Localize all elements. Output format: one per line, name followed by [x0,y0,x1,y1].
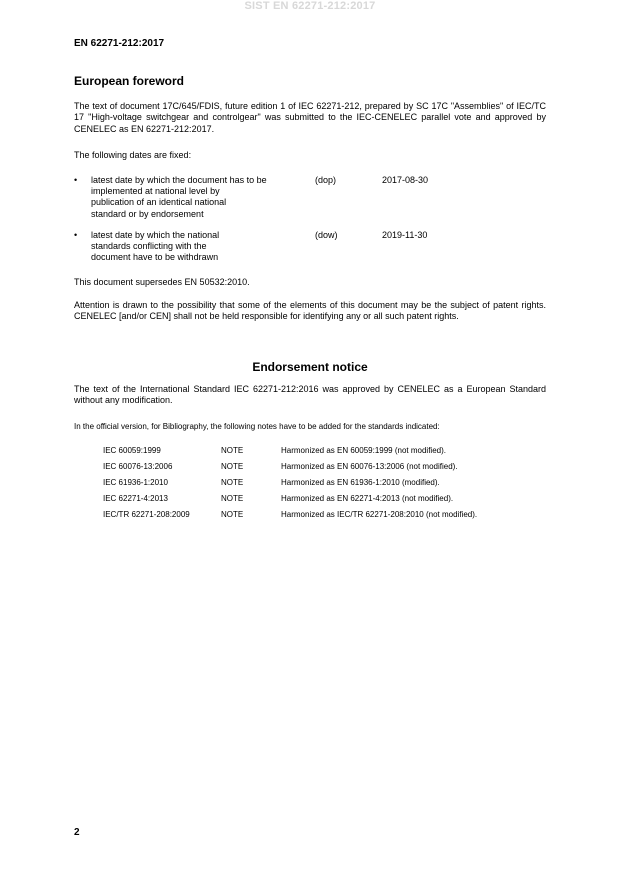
watermark: SIST EN 62271-212:2017 [244,0,376,12]
date-row-dow [74,230,546,268]
note-row [103,475,543,491]
standard-reference: IEC/TR 62271-208:2009 [103,510,190,519]
note-row [103,491,543,507]
date-abbreviation: (dow) [315,230,338,240]
foreword-intro: The text of document 17C/645/FDIS, future edition 1 of IEC 62271-212, prepared by SC 17C "Assemblies" of IEC/TC 17 "High-voltage switchgear and controlgear" was submitted to the IEC-CENELEC parallel vote and approved by CENELEC as EN 62271-212:2017. [74,101,546,134]
bibliography-notes-table [103,443,543,523]
note-text: Harmonized as EN 61936-1:2010 (modified). [281,478,440,487]
section-title-endorsement: Endorsement notice [252,360,368,374]
date-description-line: latest date by which the document has to be [91,175,267,185]
date-value: 2019-11-30 [382,230,428,240]
note-text: Harmonized as IEC/TR 62271-208:2010 (not modified). [281,510,478,519]
date-description [91,230,299,264]
note-text: Harmonized as EN 60059:1999 (not modified). [281,446,446,455]
dates-intro: The following dates are fixed: [74,150,192,160]
standard-reference: IEC 60076-13:2006 [103,462,173,471]
bullet: • [74,175,78,185]
note-keyword: NOTE [221,494,244,503]
patent-rights-notice: Attention is drawn to the possibility that some of the elements of this document may be the subject of patent rights. CENELEC [and/or CEN] shall not be held responsible for identifying any or all such patent rights. [74,300,546,322]
date-description-line: publication of an identical national [91,197,227,208]
page-number: 2 [74,827,80,838]
note-text: Harmonized as EN 62271-4:2013 (not modified). [281,494,454,503]
standard-reference: IEC 62271-4:2013 [103,494,168,503]
date-description-line: implemented at national level by [91,186,220,197]
endorsement-text: The text of the International Standard IEC 62271-212:2016 was approved by CENELEC as a European Standard without any modification. [74,384,546,406]
section-title-foreword: European foreword [74,74,185,88]
date-description [91,175,299,220]
note-row [103,507,543,523]
note-keyword: NOTE [221,446,244,455]
standard-reference: IEC 61936-1:2010 [103,478,168,487]
date-value: 2017-08-30 [382,175,429,185]
note-row [103,443,543,459]
note-keyword: NOTE [221,510,244,519]
standard-reference: IEC 60059:1999 [103,446,161,455]
date-description-line: standards conflicting with the [91,241,207,252]
date-abbreviation: (dop) [315,175,337,185]
note-row [103,459,543,475]
note-text: Harmonized as EN 60076-13:2006 (not modified). [281,462,458,471]
note-keyword: NOTE [221,478,244,487]
date-description-line: latest date by which the national [91,230,220,240]
document-id: EN 62271-212:2017 [74,38,165,49]
date-description-line: document have to be withdrawn [91,252,219,263]
date-row-dop [74,175,546,223]
note-keyword: NOTE [221,462,244,471]
bullet: • [74,230,78,240]
supersedes-statement: This document supersedes EN 50532:2010. [74,277,250,287]
date-description-line: standard or by endorsement [91,208,204,219]
bibliography-intro: In the official version, for Bibliography, the following notes have to be added for the standards indicated: [74,422,440,431]
